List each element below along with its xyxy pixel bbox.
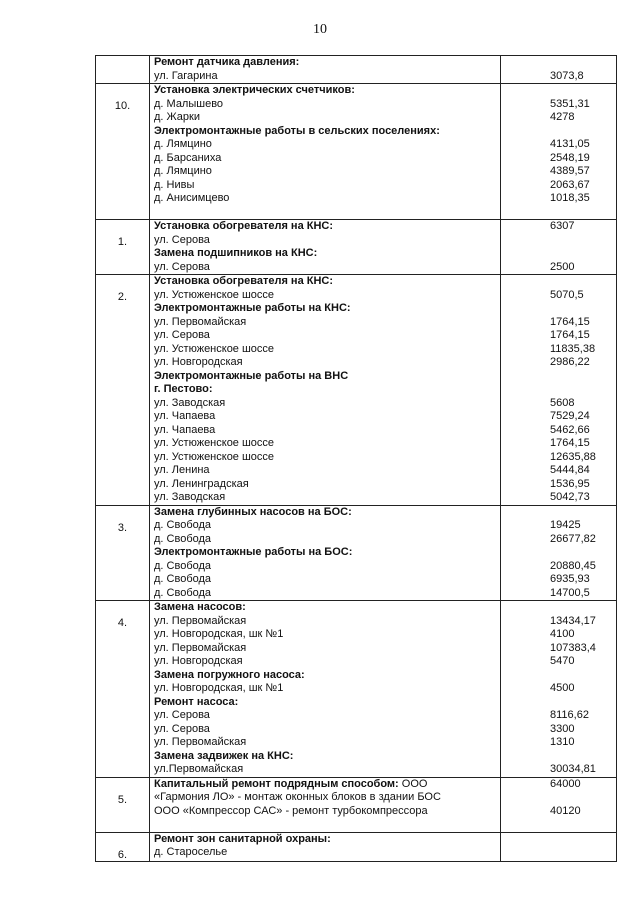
line-text: ул. Первомайская xyxy=(154,641,247,654)
line-text: д. Барсаниха xyxy=(154,151,222,164)
line-text: Электромонтажные работы на КНС: xyxy=(154,302,351,314)
work-location xyxy=(150,560,500,574)
work-location xyxy=(150,763,500,777)
line-text: ул. Заводская xyxy=(154,491,226,503)
cost-value: 4100 xyxy=(550,628,575,640)
cost-value xyxy=(501,750,616,764)
line-text: Электромонтажные работы в сельских поселениях: xyxy=(154,124,440,137)
work-location xyxy=(150,261,500,275)
cost-value: 5351,31 xyxy=(550,97,590,110)
work-location xyxy=(150,451,500,465)
work-heading xyxy=(150,669,500,683)
work-location xyxy=(150,655,500,669)
line-text: д. Лямцино xyxy=(154,165,212,177)
work-location xyxy=(150,289,500,303)
cost-value xyxy=(501,84,616,98)
table-row xyxy=(96,275,617,506)
work-heading xyxy=(150,696,500,710)
cost-value xyxy=(501,669,616,683)
work-location xyxy=(150,615,500,629)
line-text: д. Свобода xyxy=(154,532,212,545)
line-text: ООО «Компрессор САС» - ремонт турбокомпрессора xyxy=(154,804,428,817)
work-heading xyxy=(150,601,500,615)
cost-value: 5444,84 xyxy=(550,464,590,476)
line-text: Замена подшипников на КНС: xyxy=(154,247,318,259)
cost-value: 2986,22 xyxy=(550,356,590,368)
line-text: ул. Серова xyxy=(154,329,210,341)
work-location xyxy=(150,464,500,478)
row-number: 6. xyxy=(96,832,150,861)
line-text: ул. Первомайская xyxy=(154,614,247,627)
work-heading xyxy=(150,56,500,70)
line-text: Электромонтажные работы на БОС: xyxy=(154,546,353,558)
cost-value: 2500 xyxy=(550,260,575,273)
cost-value: 11835,38 xyxy=(550,342,596,355)
cost-value: 4278 xyxy=(550,111,575,123)
line-text: Замена задвижек на КНС: xyxy=(154,749,294,762)
line-text: Ремонт насоса: xyxy=(154,695,239,708)
work-location xyxy=(150,98,500,112)
work-location xyxy=(150,356,500,370)
cost-value xyxy=(501,125,616,139)
work-location xyxy=(150,846,500,860)
table-row xyxy=(96,777,617,832)
work-location xyxy=(150,818,500,832)
work-description-cell xyxy=(150,601,501,778)
row-number: 4. xyxy=(96,601,150,778)
work-description-cell xyxy=(150,777,501,832)
cost-cell xyxy=(501,505,617,601)
work-heading xyxy=(150,383,500,397)
cost-value xyxy=(501,506,616,520)
cost-value xyxy=(501,546,616,560)
line-text: ул. Серова xyxy=(154,709,210,721)
cost-value: 3073,8 xyxy=(550,69,584,82)
page-number: 10 xyxy=(313,22,327,37)
work-description-cell xyxy=(150,220,501,275)
cost-value: 2548,19 xyxy=(550,151,590,164)
line-text: Замена глубинных насосов на БОС: xyxy=(154,505,352,518)
line-text: ул. Серова xyxy=(154,233,210,246)
row-number: 3. xyxy=(96,505,150,601)
cost-value: 1764,15 xyxy=(550,315,590,328)
cost-value: 3300 xyxy=(550,722,575,735)
work-location xyxy=(150,791,500,805)
work-location xyxy=(150,642,500,656)
line-text: ул. Устюженское шоссе xyxy=(154,342,275,355)
work-location xyxy=(150,179,500,193)
table-row xyxy=(96,601,617,778)
cost-value xyxy=(501,601,616,615)
cost-value: 13434,17 xyxy=(550,614,596,627)
work-heading xyxy=(150,833,500,847)
line-text: Ремонт зон санитарной охраны: xyxy=(154,832,331,845)
line-text: ул. Устюженское шоссе xyxy=(154,450,275,463)
table-row xyxy=(96,56,617,84)
line-text: Замена погружного насоса: xyxy=(154,668,305,681)
cost-value: 30034,81 xyxy=(550,763,596,775)
table-row xyxy=(96,220,617,275)
line-text: ул. Ленина xyxy=(154,464,210,476)
line-text: ул. Чапаева xyxy=(154,410,216,422)
work-location xyxy=(150,329,500,343)
cost-value: 5470 xyxy=(550,655,575,667)
work-description-cell xyxy=(150,275,501,506)
cost-cell xyxy=(501,56,617,84)
cost-value: 7529,24 xyxy=(550,410,590,422)
work-location xyxy=(150,437,500,451)
cost-cell xyxy=(501,832,617,861)
row-number: 5. xyxy=(96,777,150,832)
work-location xyxy=(150,573,500,587)
cost-value: 19425 xyxy=(550,519,581,531)
table-row xyxy=(96,84,617,220)
line-text: д. Жарки xyxy=(154,111,201,123)
table-row xyxy=(96,505,617,601)
line-text: ул. Чапаева xyxy=(154,423,216,436)
cost-value xyxy=(501,302,616,316)
work-location xyxy=(150,519,500,533)
cost-value: 4500 xyxy=(550,682,575,694)
work-location xyxy=(150,343,500,357)
line-text: д. Малышево xyxy=(154,97,224,110)
work-heading xyxy=(150,778,500,792)
work-heading xyxy=(150,247,500,261)
line-text: ул. Заводская xyxy=(154,396,226,409)
cost-value: 20880,45 xyxy=(550,559,596,572)
cost-value: 14700,5 xyxy=(550,586,590,599)
cost-value: 12635,88 xyxy=(550,450,596,463)
line-text: д. Лямцино xyxy=(154,138,212,150)
work-location xyxy=(150,533,500,547)
cost-cell xyxy=(501,84,617,220)
work-location xyxy=(150,206,500,220)
cost-value: 1764,15 xyxy=(550,329,590,341)
line-suffix: ООО xyxy=(398,777,428,790)
work-description-cell xyxy=(150,56,501,84)
line-text: д. Староселье xyxy=(154,846,228,858)
line-text: Капитальный ремонт подрядным способом: xyxy=(154,777,399,790)
cost-value: 5462,66 xyxy=(550,423,590,436)
row-number xyxy=(96,56,150,84)
line-text: «Гармония ЛО» - монтаж оконных блоков в здании БОС xyxy=(154,791,441,803)
work-heading xyxy=(150,546,500,560)
work-location xyxy=(150,410,500,424)
line-text: ул. Ленинградская xyxy=(154,477,249,490)
work-location xyxy=(150,424,500,438)
cost-value: 1018,35 xyxy=(550,192,590,204)
line-text: Электромонтажные работы на ВНС xyxy=(154,369,349,382)
work-location xyxy=(150,70,500,84)
cost-value xyxy=(501,206,616,220)
cost-value: 1310 xyxy=(550,736,575,748)
work-location xyxy=(150,628,500,642)
cost-value xyxy=(501,383,616,397)
cost-cell xyxy=(501,777,617,832)
line-text: ул. Устюженское шоссе xyxy=(154,437,275,449)
line-text: Замена насосов: xyxy=(154,601,246,613)
cost-value: 2063,67 xyxy=(550,178,590,191)
work-location xyxy=(150,111,500,125)
cost-value xyxy=(501,56,616,70)
cost-value xyxy=(501,234,616,248)
work-location xyxy=(150,192,500,206)
cost-value: 1536,95 xyxy=(550,477,590,490)
line-text: Установка обогревателя на КНС: xyxy=(154,275,334,287)
line-text: Ремонт датчика давления: xyxy=(154,56,300,68)
line-text: д. Свобода xyxy=(154,559,212,572)
line-text: ул. Устюженское шоссе xyxy=(154,288,275,301)
cost-value: 1764,15 xyxy=(550,437,590,449)
work-location xyxy=(150,682,500,696)
cost-value: 4131,05 xyxy=(550,138,590,150)
cost-value: 5608 xyxy=(550,396,575,409)
work-table xyxy=(95,55,617,862)
work-description-cell xyxy=(150,832,501,861)
cost-cell xyxy=(501,220,617,275)
work-location xyxy=(150,165,500,179)
work-location xyxy=(150,234,500,248)
work-location xyxy=(150,478,500,492)
work-location xyxy=(150,138,500,152)
work-heading xyxy=(150,506,500,520)
line-text: д. Нивы xyxy=(154,178,195,191)
cost-value: 6935,93 xyxy=(550,573,590,585)
work-location xyxy=(150,316,500,330)
row-number: 10. xyxy=(96,84,150,220)
work-location xyxy=(150,397,500,411)
work-heading xyxy=(150,220,500,234)
work-location xyxy=(150,491,500,505)
cost-value: 64000 xyxy=(550,777,581,790)
line-text: ул. Первомайская xyxy=(154,736,247,748)
cost-value: 107383,4 xyxy=(550,641,596,654)
line-text: ул. Новгородская xyxy=(154,655,243,667)
line-text: Установка электрических счетчиков: xyxy=(154,84,355,96)
cost-value xyxy=(501,833,616,847)
cost-value: 5070,5 xyxy=(550,288,584,301)
cost-value xyxy=(501,696,616,710)
line-text: ул.Первомайская xyxy=(154,763,244,775)
work-description-cell xyxy=(150,84,501,220)
work-heading xyxy=(150,275,500,289)
row-number: 1. xyxy=(96,220,150,275)
line-text: д. Анисимцево xyxy=(154,192,230,204)
cost-cell xyxy=(501,601,617,778)
line-text: ул. Новгородская xyxy=(154,356,243,368)
line-text: ул. Гагарина xyxy=(154,69,218,82)
cost-value xyxy=(501,791,616,805)
work-heading xyxy=(150,370,500,384)
line-text: ул. Первомайская xyxy=(154,315,247,328)
work-location xyxy=(150,805,500,819)
work-heading xyxy=(150,302,500,316)
line-text: ул. Новгородская, шк №1 xyxy=(154,682,284,694)
table-row xyxy=(96,832,617,861)
work-location xyxy=(150,736,500,750)
cost-value: 5042,73 xyxy=(550,491,590,503)
cost-value xyxy=(501,275,616,289)
cost-value: 26677,82 xyxy=(550,532,596,545)
cost-value xyxy=(501,818,616,832)
line-text: ул. Новгородская, шк №1 xyxy=(154,628,284,640)
cost-value: 6307 xyxy=(550,220,575,232)
work-heading xyxy=(150,125,500,139)
cost-value xyxy=(501,370,616,384)
work-location xyxy=(150,723,500,737)
cost-cell xyxy=(501,275,617,506)
work-heading xyxy=(150,84,500,98)
line-text: д. Свобода xyxy=(154,586,212,599)
cost-value xyxy=(501,846,616,860)
cost-value: 40120 xyxy=(550,804,581,817)
cost-value: 8116,62 xyxy=(550,709,589,721)
line-text: ул. Серова xyxy=(154,260,210,273)
work-location xyxy=(150,152,500,166)
line-text: г. Пестово: xyxy=(154,383,213,395)
work-location xyxy=(150,709,500,723)
cost-value: 4389,57 xyxy=(550,165,590,177)
work-heading xyxy=(150,750,500,764)
cost-value xyxy=(501,247,616,261)
line-text: Установка обогревателя на КНС: xyxy=(154,220,334,232)
row-number: 2. xyxy=(96,275,150,506)
work-location xyxy=(150,587,500,601)
work-description-cell xyxy=(150,505,501,601)
line-text: ул. Серова xyxy=(154,722,210,735)
line-text: д. Свобода xyxy=(154,519,212,531)
line-text: д. Свобода xyxy=(154,573,212,585)
